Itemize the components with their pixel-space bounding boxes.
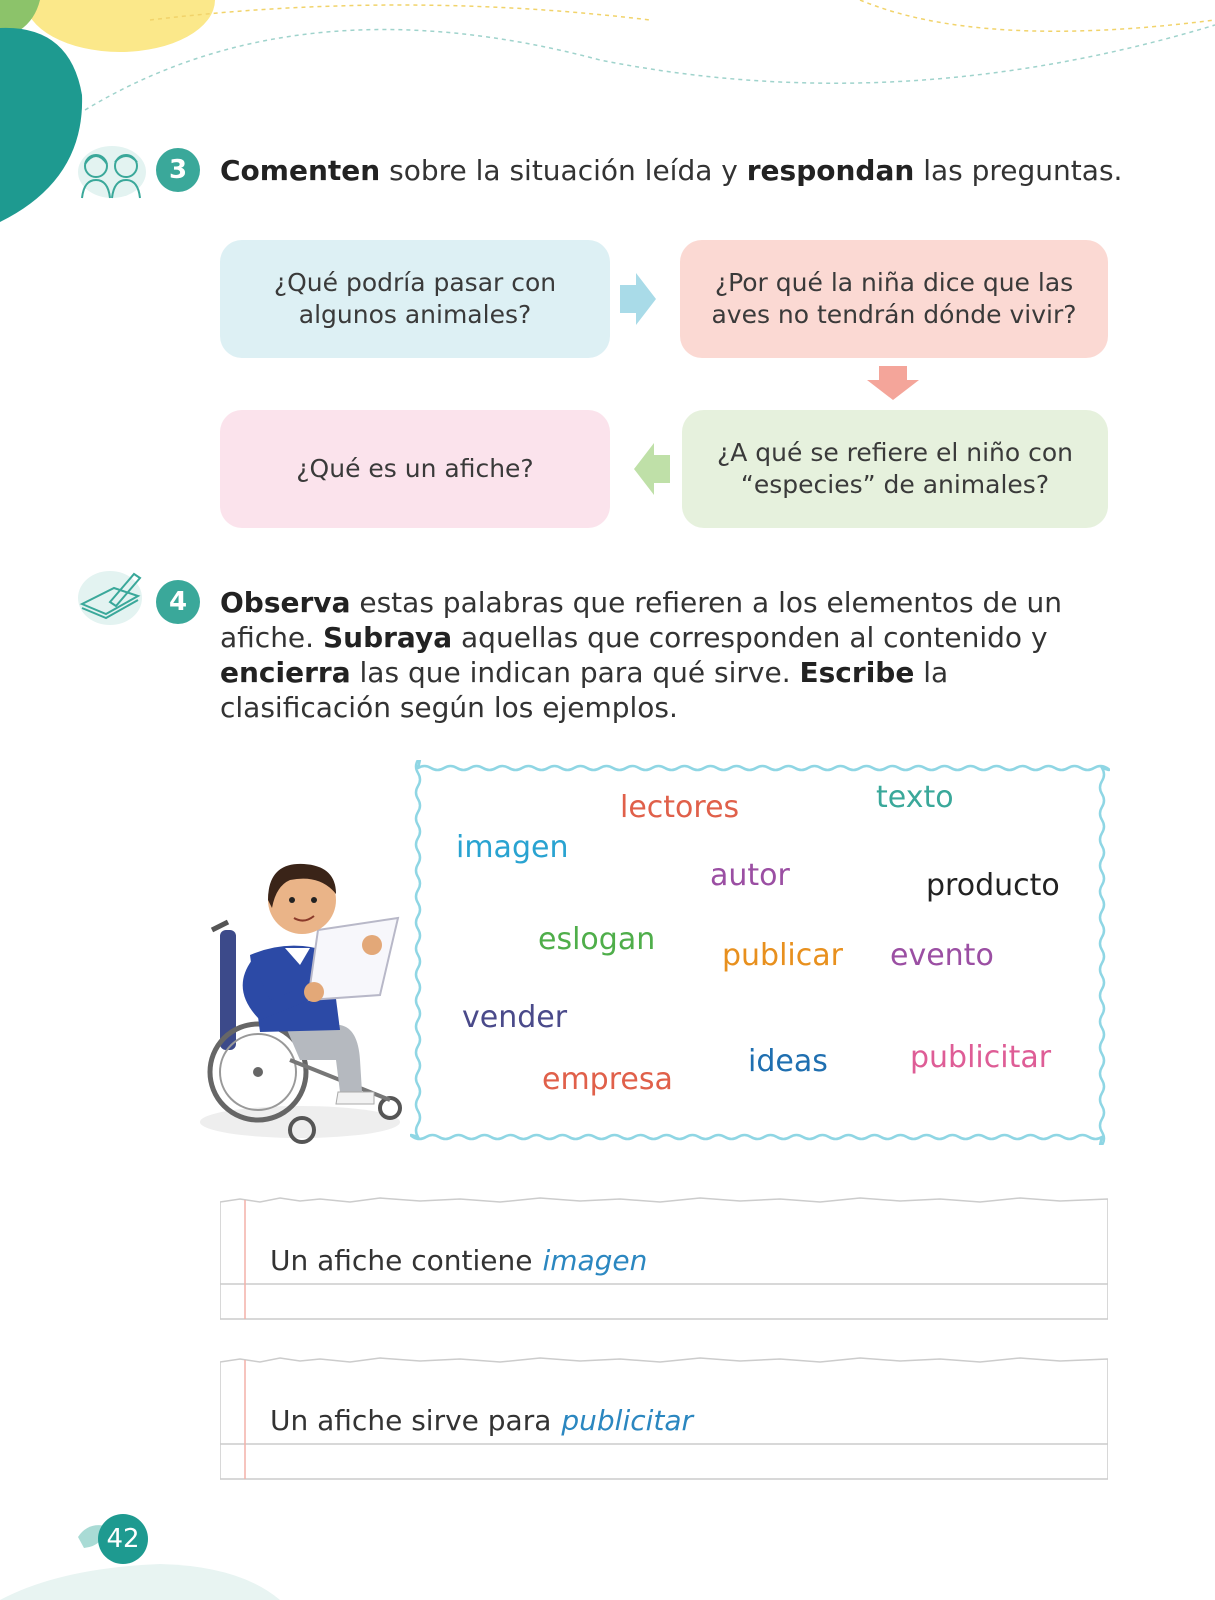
- word-imagen: imagen: [456, 830, 569, 865]
- question-box-1: ¿Qué podría pasar con algunos animales?: [220, 240, 610, 358]
- arrow-right-icon: [620, 273, 656, 325]
- writing-book-icon: [76, 566, 144, 626]
- bottom-decoration: [0, 1520, 1215, 1600]
- word-publicitar: publicitar: [910, 1040, 1052, 1075]
- question-box-2: ¿Por qué la niña dice que las aves no tendrán dónde vivir?: [680, 240, 1108, 358]
- boy-wheelchair-illustration: [190, 860, 410, 1155]
- word-autor: autor: [710, 858, 790, 893]
- answer-line-1[interactable]: [220, 1196, 1108, 1321]
- corner-decoration: [0, 0, 1215, 240]
- word-eslogan: eslogan: [538, 922, 656, 957]
- activity-3-number: 3: [156, 148, 200, 192]
- word-ideas: ideas: [748, 1044, 828, 1079]
- page-number: 42: [98, 1514, 148, 1564]
- word-lectores: lectores: [620, 790, 740, 825]
- answer-2-text: Un afiche sirve para publicitar: [270, 1404, 694, 1437]
- answer-line-2[interactable]: [220, 1356, 1108, 1481]
- answer-2-fill: publicitar: [561, 1404, 694, 1437]
- arrow-left-icon: [634, 443, 670, 495]
- answer-1-fill: imagen: [542, 1244, 648, 1277]
- activity-4-number: 4: [156, 580, 200, 624]
- question-box-3: ¿A qué se refiere el niño con “especies” de animales?: [682, 410, 1108, 528]
- question-box-4: ¿Qué es un afiche?: [220, 410, 610, 528]
- word-empresa: empresa: [542, 1062, 673, 1097]
- word-producto: producto: [926, 868, 1060, 903]
- activity-3-instruction: Comenten sobre la situación leída y respondan las preguntas.: [220, 154, 1123, 187]
- activity-4-instruction: Observa estas palabras que refieren a los elementos de un afiche. Subraya aquellas que corresponden al contenido y encierra las que indican para qué sirve. Escribe la clasificación según los ejemplos.: [220, 586, 1062, 724]
- word-publicar: publicar: [722, 938, 843, 973]
- answer-1-text: Un afiche contiene imagen: [270, 1244, 648, 1277]
- arrow-down-icon: [867, 366, 919, 400]
- word-cloud-box: [410, 760, 1110, 1145]
- word-texto: texto: [876, 780, 954, 815]
- word-vender: vender: [462, 1000, 568, 1035]
- word-evento: evento: [890, 938, 994, 973]
- two-students-icon: [76, 144, 148, 200]
